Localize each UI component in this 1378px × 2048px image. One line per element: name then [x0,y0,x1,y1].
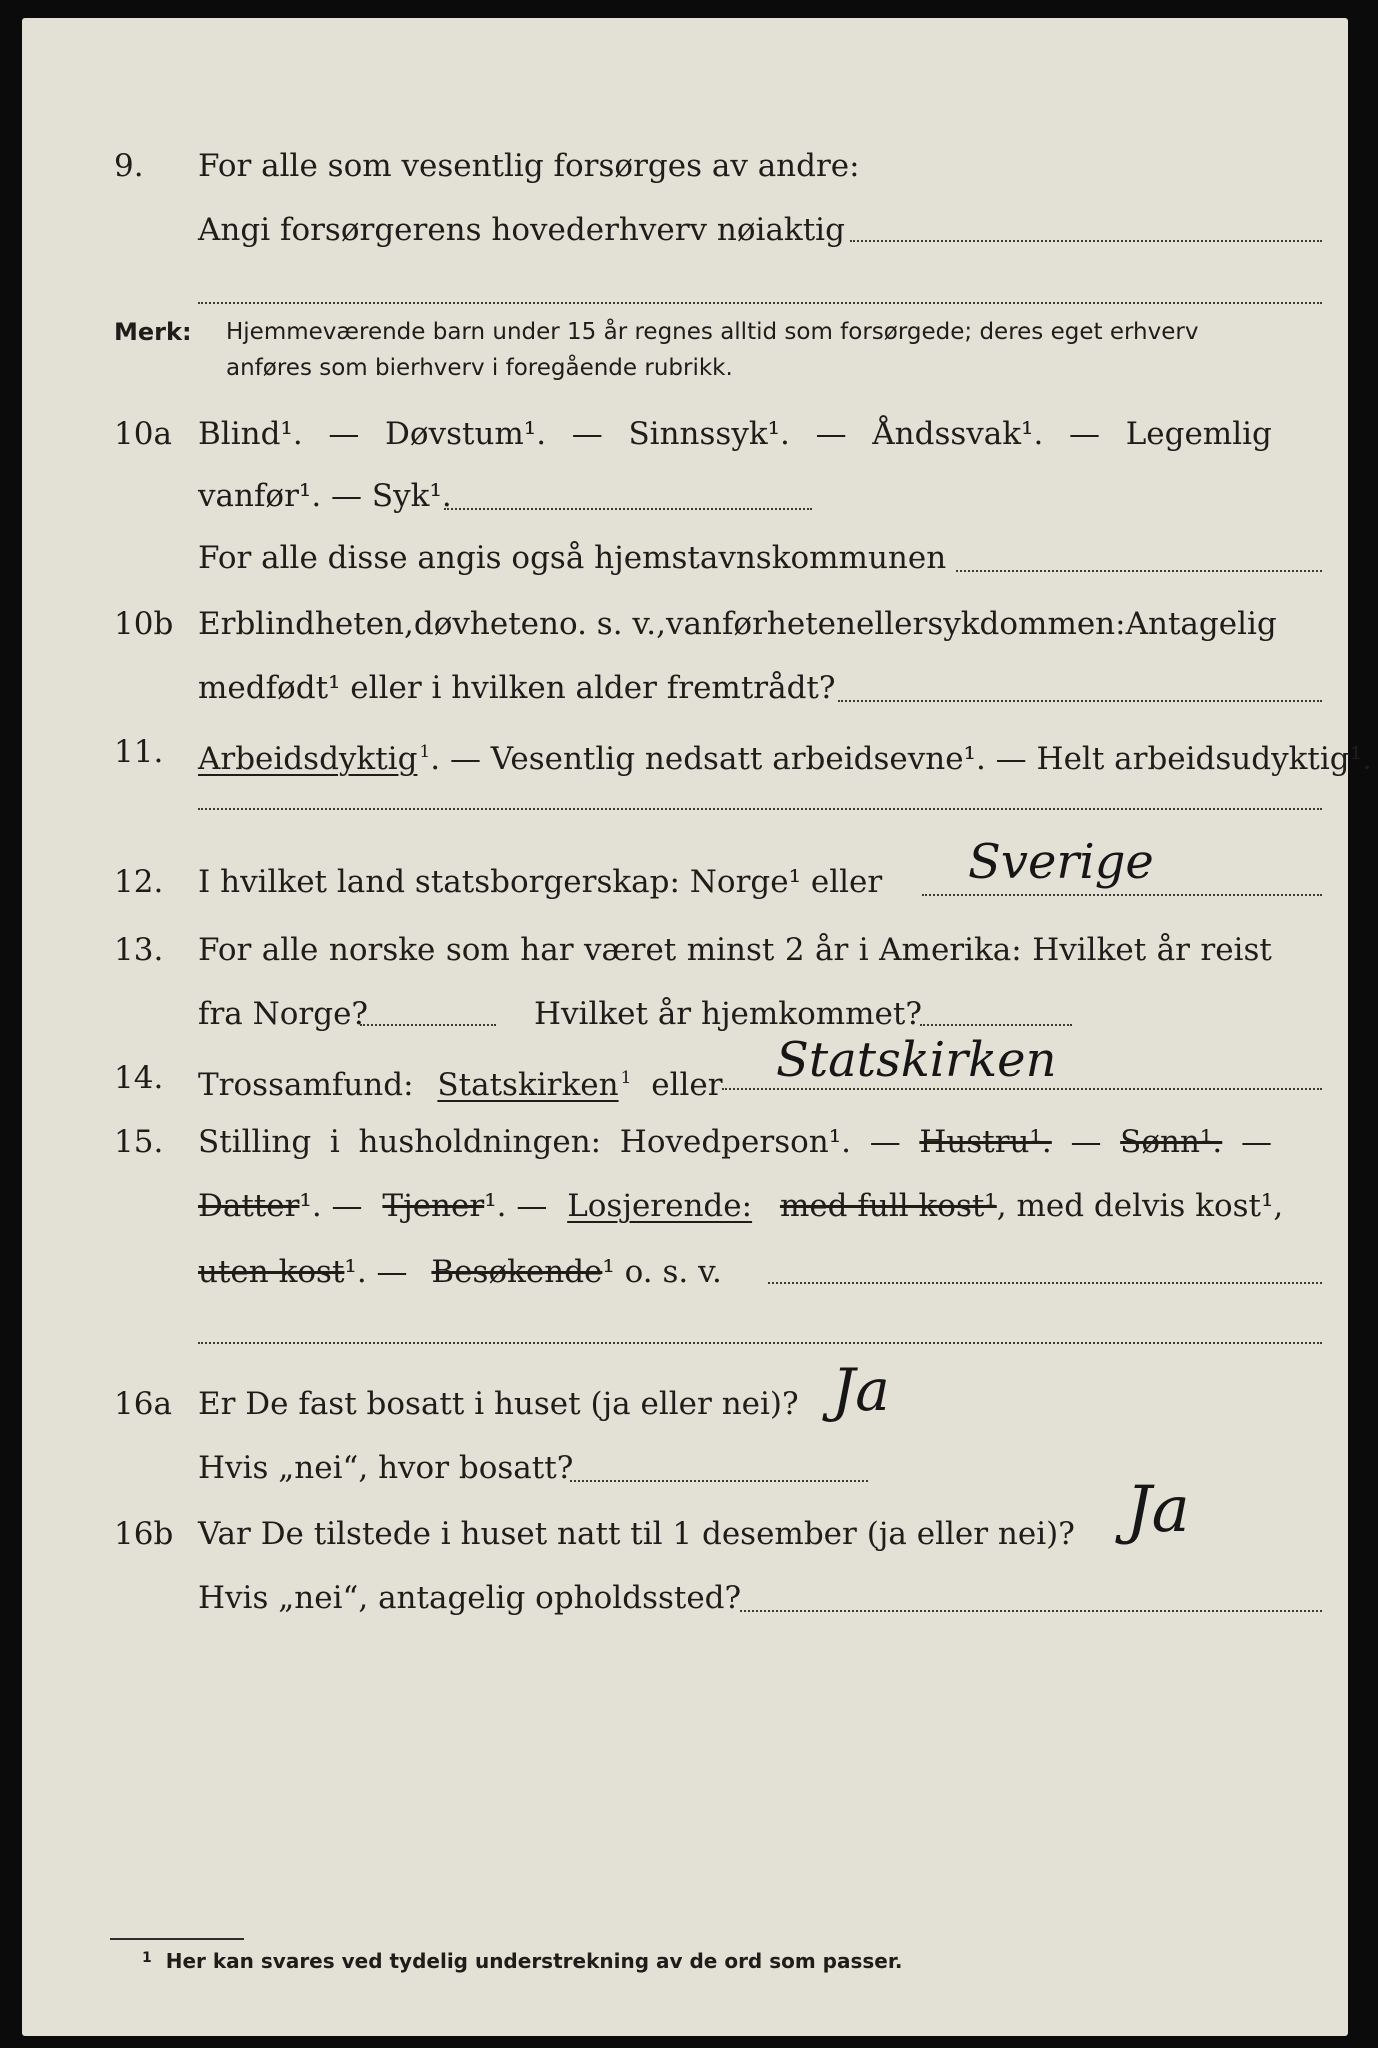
question-10a-options [198,414,1272,454]
word: Stilling [198,1124,312,1160]
word: år [1156,932,1190,968]
osv: ¹ o. s. v. [602,1254,722,1290]
answer-line-15b[interactable] [198,1342,1322,1344]
merk-note-line-2: anføres som bierhverv i foregående rubrikk. [226,355,733,381]
option-hustru-struck: Hustru¹. [919,1124,1052,1160]
answer-line-10a-hjemstavn[interactable] [956,570,1322,572]
question-number-9: 9. [114,148,144,184]
answer-line-14[interactable] [722,1088,1322,1090]
option-arbeidsdyktig-underlined: Arbeidsdyktig [198,741,418,777]
dash: — [328,416,360,452]
question-10a-line-2: vanfør¹. — Syk¹. [198,478,452,514]
question-number-16a: 16a [114,1386,172,1422]
question-15-text [198,1122,1272,1162]
option-besokende-struck: Besøkende [431,1254,603,1290]
option-legemlig: Legemlig [1125,416,1272,452]
question-15-line-2 [198,1186,1283,1226]
question-number-12: 12. [114,864,164,900]
word: 2 [784,932,805,968]
separator: ¹. — [484,1188,548,1224]
dash: — [571,416,603,452]
word: Antagelig [1125,606,1277,642]
option-datter-struck: Datter [198,1188,300,1224]
answer-line-13-reist[interactable] [360,1024,496,1026]
answer-line-10a[interactable] [444,508,812,510]
word: eller [855,606,928,642]
separator: ¹. — [299,1188,363,1224]
question-number-10b: 10b [114,606,174,642]
handwritten-answer-14: Statskirken [776,1032,1057,1088]
question-14-label: Trossamfund: [198,1067,414,1103]
option-tjener-struck: Tjener [382,1188,485,1224]
answer-line-9b[interactable] [198,302,1322,304]
option-sonn-struck: Sønn¹. [1120,1124,1223,1160]
option-hovedperson: Hovedperson¹. [619,1124,852,1160]
question-9-subtext: Angi forsørgerens hovederhverv nøiaktig [198,212,845,248]
word: husholdningen: [358,1124,602,1160]
question-16a-line-2: Hvis „nei“, hvor bosatt? [198,1450,574,1486]
question-number-13: 13. [114,932,164,968]
footnote-mark: 1 [142,1950,152,1966]
dash: — [1069,416,1101,452]
word: har [520,932,574,968]
word: i [858,932,869,968]
answer-line-13-hjemkommet[interactable] [920,1024,1072,1026]
option-losjerende-underlined: Losjerende: [567,1188,753,1224]
option-delvis-kost: , med delvis kost¹, [996,1188,1284,1224]
option-full-kost-struck: med full kost¹ [779,1188,997,1224]
question-11-options [198,732,1372,779]
word: vanførheten [665,606,856,642]
option-uten-kost-struck: uten kost [198,1254,345,1290]
question-12-text: I hvilket land statsborgerskap: Norge¹ eller [198,864,883,900]
question-16a-text: Er De fast bosatt i huset (ja eller nei)? [198,1386,799,1422]
question-10b-text [198,604,1277,644]
footnote-rule [110,1938,244,1940]
answer-line-10b[interactable] [838,700,1322,702]
option-andssvak: Åndssvak¹. [872,416,1044,452]
option-statskirken: Statskirken [437,1067,619,1103]
word: år [815,932,849,968]
answer-line-12[interactable] [922,894,1322,896]
question-11-rest: . — Vesentlig nedsatt arbeidsevne¹. — Helt arbeidsudyktig¹. [430,741,1372,777]
question-10a-line-3: For alle disse angis også hjemstavnskommunen [198,540,947,576]
word: alle [261,932,319,968]
word: blindheten, [235,606,414,642]
handwritten-answer-16b: Ja [1126,1473,1190,1547]
question-10b-line-2: medfødt¹ eller i hvilken alder fremtrådt? [198,670,836,706]
word: været [583,932,677,968]
question-13-text [198,930,1272,970]
answer-line-16b[interactable] [740,1610,1322,1612]
handwritten-answer-16a: Ja [832,1356,890,1424]
dash: — [869,1124,901,1160]
separator: ¹. — [344,1254,408,1290]
word: sykdommen: [927,606,1126,642]
option-sinnssyk: Sinnssyk¹. [628,416,790,452]
question-number-11: 11. [114,734,164,770]
dash: — [1240,1124,1272,1160]
footnote-ref: 1 [419,742,431,762]
question-number-15: 15. [114,1124,164,1160]
answer-line-11[interactable] [198,808,1322,810]
merk-label: Merk: [114,318,192,346]
word: Er [198,606,236,642]
question-14-eller: eller [651,1067,723,1103]
word: For [198,932,252,968]
question-16b-line-2: Hvis „nei“, antagelig opholdssted? [198,1580,742,1616]
handwritten-answer-12: Sverige [968,834,1154,890]
word: reist [1200,932,1272,968]
dash: — [1070,1124,1102,1160]
question-14-text: Trossamfund: Statskirken $^1$ eller [198,1067,723,1103]
answer-line-9[interactable] [850,240,1322,242]
merk-note-line-1: Hjemmeværende barn under 15 år regnes alltid som forsørgede; deres eget erhverv [226,319,1199,345]
census-form-page [22,18,1372,2036]
footnote-text: Her kan svares ved tydelig understrekning av de ord som passer. [165,1949,903,1973]
word: Hvilket [1032,932,1147,968]
dash: — [815,416,847,452]
question-number-16b: 16b [114,1516,174,1552]
word: Amerika: [879,932,1022,968]
word: o. s. v., [558,606,666,642]
question-number-10a: 10a [114,416,172,452]
word: som [445,932,510,968]
question-9-text: For alle som vesentlig forsørges av andre: [198,148,860,184]
option-dovstum: Døvstum¹. [385,416,547,452]
question-16b-text: Var De tilstede i huset natt til 1 desember (ja eller nei)? [198,1516,1075,1552]
word: norske [328,932,436,968]
question-13-line-2b: Hvilket år hjemkommet? [534,996,922,1032]
word: minst [686,932,775,968]
answer-line-16a[interactable] [570,1480,868,1482]
word: døvheten [413,606,559,642]
question-13-line-2a: fra Norge? [198,996,369,1032]
word: i [329,1124,340,1160]
option-blind: Blind¹. [198,416,303,452]
footnote [142,1944,902,1975]
question-15-line-3 [198,1252,722,1292]
question-number-14: 14. [114,1060,164,1096]
answer-line-15[interactable] [768,1282,1322,1284]
